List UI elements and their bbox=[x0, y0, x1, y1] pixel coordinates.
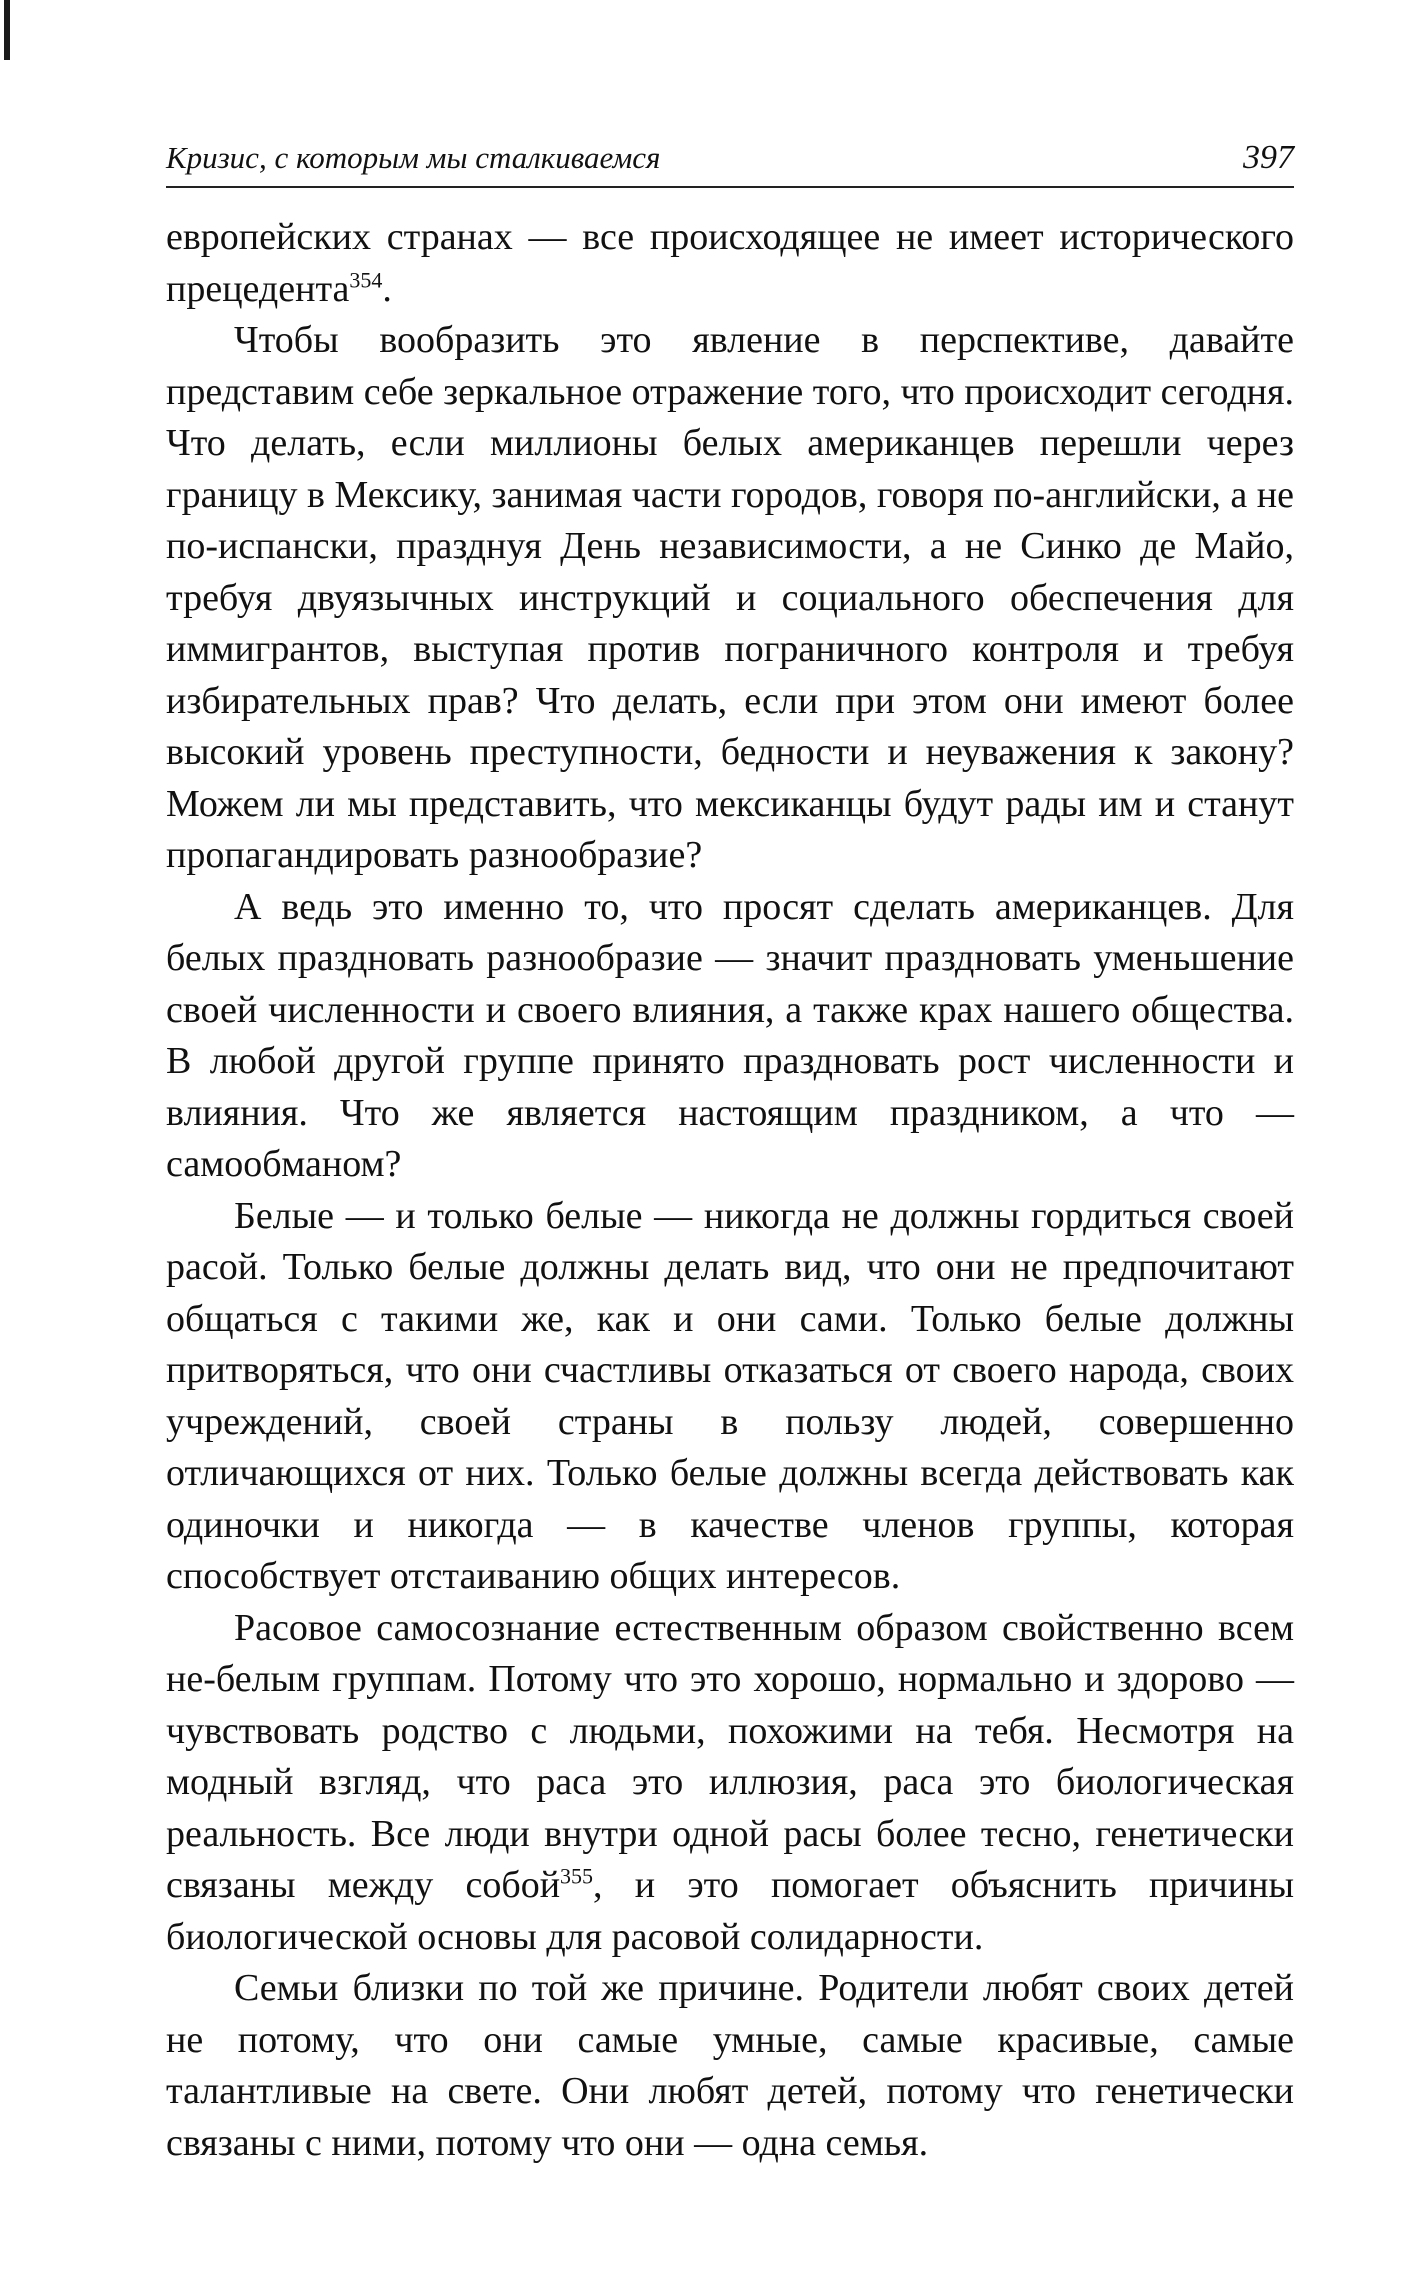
paragraph-text: Семьи близки по той же причине. Родители любят своих детей не потому, что они самые умные, самые красивые, самые талантливые на свете. Они любят детей, потому что генетически связаны с ними, потому что они — одна семья. bbox=[166, 1967, 1294, 2164]
paragraph bbox=[166, 315, 1294, 882]
footnote-ref[interactable]: 354 bbox=[349, 266, 383, 292]
paragraph-text: Белые — и только белые — никогда не должны гордиться своей расой. Только белые должны делать вид, что они не предпочитают общаться с такими же, как и они сами. Только белые должны притворяться, что они счастливы отказаться от своего народа, своих учреждений, своей страны в пользу людей, совершенно отличающихся от них. Только белые должны всегда действовать как одиночки и никогда — в качестве членов группы, которая способствует отстаиванию общих интересов. bbox=[166, 1194, 1294, 1597]
paragraph bbox=[166, 1963, 1294, 2169]
paragraph-text: . bbox=[382, 267, 392, 310]
footnote-ref[interactable]: 355 bbox=[560, 1863, 594, 1889]
paragraph-text: Чтобы вообразить это явление в перспективе, давайте представим себе зеркальное отражение того, что происходит сегодня. Что делать, если миллионы белых американцев перешли через границу в Мексику, занимая части городов, говоря по-английски, а не по-испански, празднуя День независимости, а не Синко де Майо, требуя двуязычных инструкций и социального обеспечения для иммигрантов, выступая против пограничного контроля и требуя избирательных прав? Что делать, если при этом они имеют более высокий уровень преступности, бедности и неуважения к закону? Можем ли мы представить, что мексиканцы будут рады им и станут пропагандировать разнообразие? bbox=[166, 319, 1294, 876]
paragraph bbox=[166, 1603, 1294, 1964]
scan-edge-mark bbox=[4, 0, 10, 60]
paragraph-text: европейских странах — все происходящее не имеет исторического прецедента bbox=[166, 216, 1294, 310]
paragraph bbox=[166, 212, 1294, 315]
page-header bbox=[166, 130, 1294, 188]
paragraph bbox=[166, 882, 1294, 1191]
page-number: 397 bbox=[1243, 139, 1294, 176]
paragraph-text: Расовое самосознание естественным образом свойственно всем не-белым группам. Потому что это хорошо, нормально и здорово — чувствовать родство с людьми, похожими на тебя. Несмотря на модный взгляд, что раса это иллюзия, раса это биологическая реальность. Все люди внутри одной расы более тесно, генетически связаны между собой bbox=[166, 1606, 1294, 1906]
paragraph-text: , и это помогает объяснить причины биологической основы для расовой солидарности. bbox=[166, 1864, 1294, 1958]
paragraph bbox=[166, 1191, 1294, 1603]
running-title: Кризис, с которым мы сталкиваемся bbox=[166, 140, 661, 175]
body-text bbox=[166, 212, 1294, 2169]
paragraph-text: А ведь это именно то, что просят сделать американцев. Для белых праздновать разнообразие — значит праздновать уменьшение своей численности и своего влияния, а также крах нашего общества. В любой другой группе принято праздновать рост численности и влияния. Что же является настоящим праздником, а что — самообманом? bbox=[166, 885, 1294, 1185]
